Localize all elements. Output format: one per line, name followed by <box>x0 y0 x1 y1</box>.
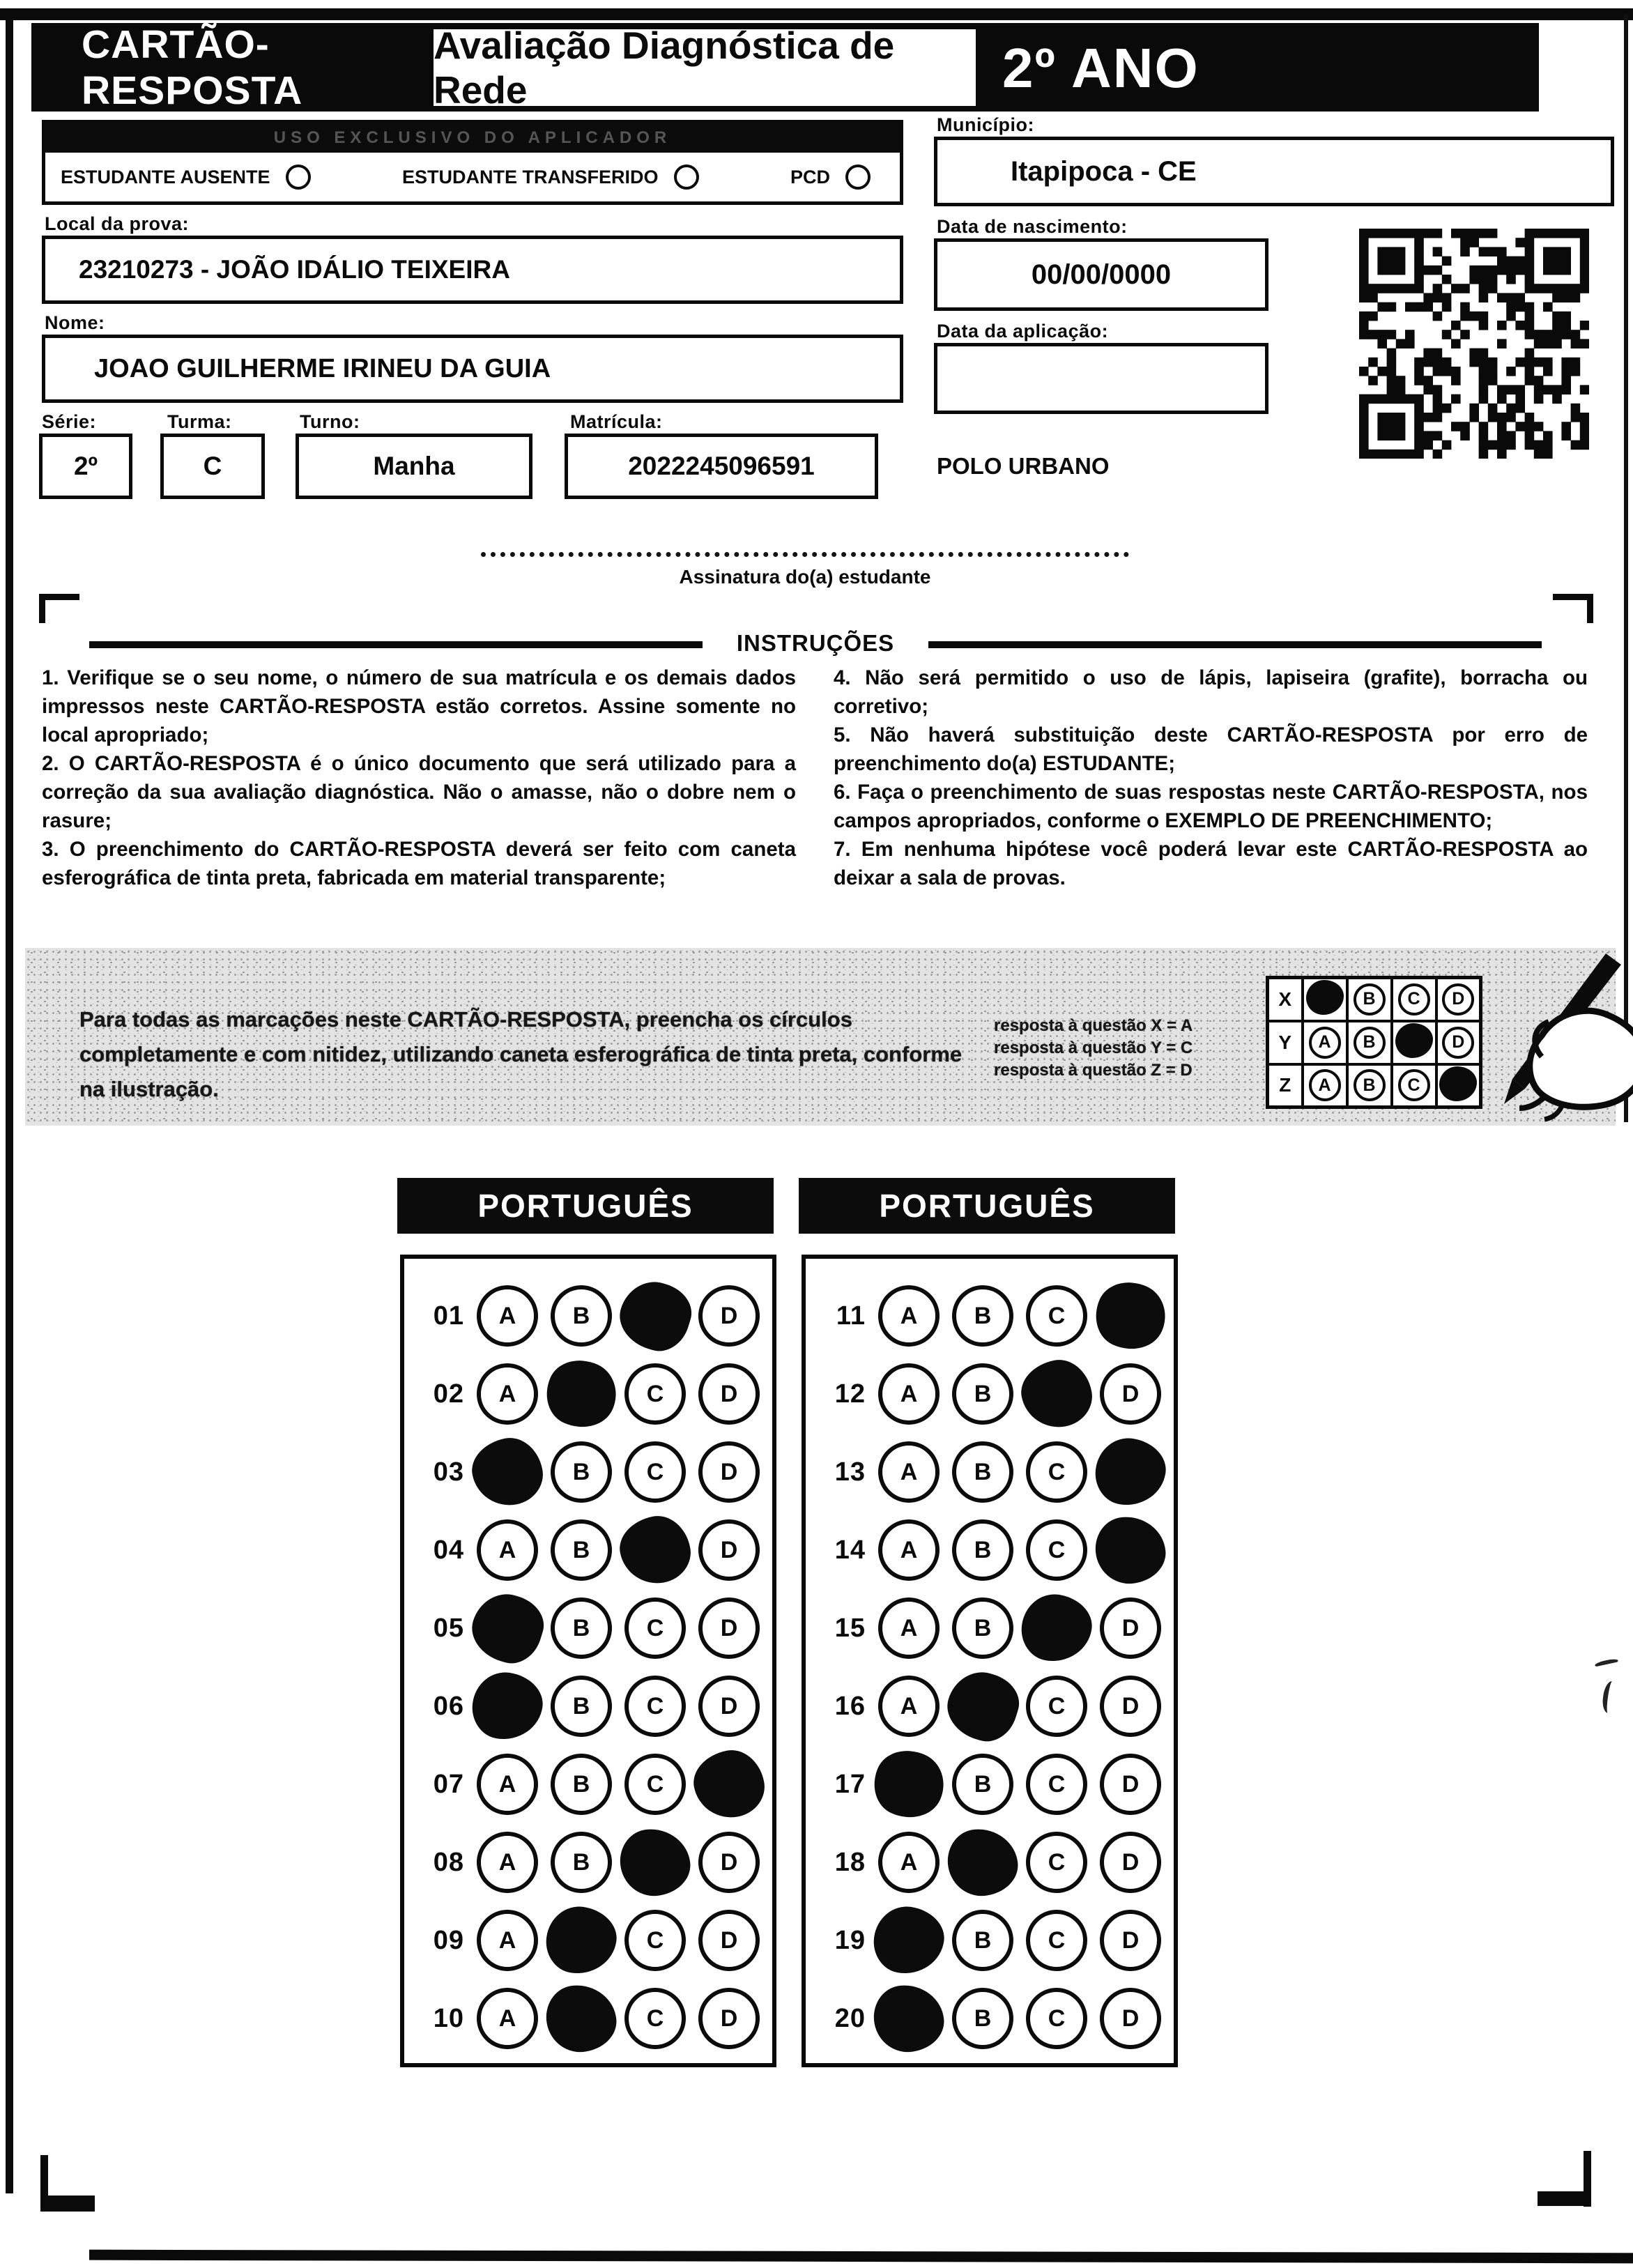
signature-label: Assinatura do(a) estudante <box>679 566 931 588</box>
answer-bubble-filled[interactable] <box>864 1740 954 1829</box>
field-box-municipio <box>934 137 1614 206</box>
answer-bubble[interactable]: A <box>878 1519 940 1581</box>
answer-bubble[interactable]: B <box>551 1597 612 1659</box>
example-grid-row <box>1268 1021 1481 1064</box>
question-number: 04 <box>433 1535 464 1565</box>
field-label-local: Local da prova: <box>45 213 190 234</box>
question-number: 09 <box>433 1925 464 1955</box>
question-number: 15 <box>834 1613 866 1643</box>
aplicador-options-row <box>45 153 900 201</box>
instruction-item: 6. Faça o preenchimento de suas respostas neste CARTÃO-RESPOSTA, nos campos apropriados, conforme o EXEMPLO DE PREENCHIMENTO; <box>834 781 1588 832</box>
example-bubble-filled <box>1439 1066 1477 1101</box>
example-cell <box>1347 1064 1392 1108</box>
answer-bubble-filled[interactable] <box>464 1586 551 1670</box>
answer-bubble[interactable]: D <box>698 1676 760 1737</box>
answer-bubble[interactable]: B <box>952 1441 1013 1503</box>
example-legend <box>994 1015 1224 1082</box>
answer-bubble[interactable]: A <box>477 1363 538 1425</box>
example-cell <box>1436 1064 1481 1108</box>
answer-bubble[interactable]: B <box>551 1285 612 1347</box>
example-row-label: Z <box>1268 1064 1303 1108</box>
question-row <box>421 1979 772 2058</box>
question-row <box>822 1511 1174 1589</box>
example-note: Para todas as marcações neste CARTÃO-RESPOSTA, preencha os círculos completamente e com nitidez, utilizando caneta esferográfica de tinta preta, conforme na ilustração. <box>79 1007 963 1101</box>
example-bubble-filled <box>1395 1023 1433 1058</box>
question-number: 16 <box>834 1691 866 1721</box>
answer-bubble-filled[interactable] <box>870 1903 948 1979</box>
answer-bubble-filled[interactable] <box>542 1903 620 1979</box>
example-bubble-filled <box>1306 980 1344 1015</box>
page-border-right <box>1624 14 1628 1122</box>
registration-mark-top-left <box>39 594 79 623</box>
question-number: 11 <box>836 1301 866 1331</box>
answer-bubble[interactable]: C <box>1026 1988 1087 2049</box>
question-number: 14 <box>834 1535 866 1565</box>
field-value-matricula: 2022245096591 <box>628 452 815 480</box>
answer-bubble[interactable]: A <box>477 1285 538 1347</box>
instruction-item: 7. Em nenhuma hipótese você poderá levar este CARTÃO-RESPOSTA ao deixar a sala de provas. <box>834 838 1588 889</box>
example-bubble: C <box>1398 983 1430 1016</box>
aplicador-option-label: ESTUDANTE TRANSFERIDO <box>402 166 659 187</box>
question-number: 03 <box>433 1457 464 1487</box>
instructions-rule-left <box>89 641 703 648</box>
answer-bubble[interactable]: C <box>624 1910 686 1971</box>
aplicador-option-ausente <box>61 164 311 190</box>
answer-grid-2 <box>802 1255 1178 2067</box>
example-bubble: D <box>1442 1027 1474 1059</box>
question-row <box>421 1823 772 1901</box>
question-row <box>822 1355 1174 1433</box>
qr-code <box>1359 229 1589 459</box>
example-bubble: D <box>1442 983 1474 1016</box>
question-number: 02 <box>433 1379 464 1409</box>
answer-bubble-filled[interactable] <box>1018 1591 1096 1666</box>
answer-bubble[interactable]: D <box>1100 1754 1161 1815</box>
answer-bubble-filled[interactable] <box>945 1826 1020 1899</box>
aplicador-option-pcd <box>790 164 871 190</box>
grade-badge: 2º ANO <box>1002 37 1199 99</box>
answer-bubble[interactable]: B <box>952 1285 1013 1347</box>
stray-mark <box>1601 1680 1619 1714</box>
field-label-aplicacao: Data da aplicação: <box>937 321 1109 342</box>
answer-bubble[interactable]: A <box>477 1832 538 1893</box>
instruction-item: 2. O CARTÃO-RESPOSTA é o único documento que será utilizado para a correção da sua avaliação diagnóstica. Não o amasse, não o dobre nem o rasure; <box>42 752 796 832</box>
example-cell <box>1436 1021 1481 1064</box>
example-band <box>25 948 1616 1126</box>
example-bubble: B <box>1354 1027 1386 1059</box>
question-number: 07 <box>433 1769 464 1799</box>
answer-bubble[interactable]: B <box>952 1597 1013 1659</box>
signature-line <box>481 552 1129 557</box>
aplicador-option-transferido <box>402 164 699 190</box>
instruction-item: 4. Não será permitido o uso de lápis, lapiseira (grafite), borracha ou corretivo; <box>834 666 1588 718</box>
question-number: 19 <box>834 1925 866 1955</box>
legend-line: resposta à questão Y = C <box>994 1039 1193 1057</box>
answer-bubble[interactable]: D <box>698 1441 760 1503</box>
answer-bubble[interactable]: D <box>698 1832 760 1893</box>
answer-bubble[interactable]: A <box>878 1676 940 1737</box>
example-bubble: B <box>1354 983 1386 1016</box>
question-number: 13 <box>834 1457 866 1487</box>
question-row <box>822 1901 1174 1979</box>
instructions-rule-right <box>928 641 1542 648</box>
example-cell <box>1347 978 1392 1021</box>
answer-bubble[interactable]: B <box>551 1832 612 1893</box>
answer-bubble[interactable]: A <box>477 1988 538 2049</box>
answer-bubble[interactable]: D <box>698 1285 760 1347</box>
answer-grid-1 <box>400 1255 776 2067</box>
example-cell <box>1303 1064 1347 1108</box>
example-grid-row <box>1268 978 1481 1021</box>
answer-bubble[interactable]: B <box>952 1754 1013 1815</box>
question-row <box>822 1277 1174 1355</box>
subject-header-2: PORTUGUÊS <box>799 1178 1175 1234</box>
example-grid-row <box>1268 1064 1481 1108</box>
answer-bubble[interactable]: A <box>878 1597 940 1659</box>
field-box-turma <box>160 434 265 499</box>
question-number: 12 <box>834 1379 866 1409</box>
answer-bubble[interactable]: B <box>952 1910 1013 1971</box>
question-row <box>421 1511 772 1589</box>
aplicador-option-label: PCD <box>790 166 830 187</box>
field-box-turno <box>296 434 532 499</box>
answer-bubble[interactable]: B <box>952 1363 1013 1425</box>
answer-bubble[interactable]: C <box>1026 1441 1087 1503</box>
example-row-label: X <box>1268 978 1303 1021</box>
answer-bubble[interactable]: D <box>698 1519 760 1581</box>
field-label-serie: Série: <box>42 411 97 432</box>
answer-bubble[interactable]: A <box>878 1441 940 1503</box>
question-row <box>421 1589 772 1667</box>
field-label-nome: Nome: <box>45 312 105 333</box>
answer-bubble[interactable]: B <box>551 1754 612 1815</box>
answer-bubble[interactable]: C <box>1026 1832 1087 1893</box>
answer-bubble[interactable]: B <box>551 1519 612 1581</box>
answer-bubble[interactable]: A <box>878 1363 940 1425</box>
question-number: 17 <box>834 1769 866 1799</box>
question-number: 06 <box>433 1691 464 1721</box>
answer-bubble-filled[interactable] <box>536 1349 627 1439</box>
field-box-matricula <box>565 434 878 499</box>
field-value-turno: Manha <box>373 452 455 480</box>
question-row <box>822 1667 1174 1745</box>
instructions-column-left <box>42 664 796 892</box>
example-cell <box>1392 978 1436 1021</box>
subject-header-1: PORTUGUÊS <box>397 1178 774 1234</box>
page-border-left <box>6 8 13 2193</box>
answer-bubble-filled[interactable] <box>467 1432 548 1511</box>
example-cell <box>1436 978 1481 1021</box>
aplicador-option-label: ESTUDANTE AUSENTE <box>61 166 270 187</box>
field-box-local <box>42 236 903 304</box>
answer-bubble[interactable]: C <box>1026 1676 1087 1737</box>
aplicador-block <box>42 120 903 205</box>
question-number: 20 <box>834 2003 866 2033</box>
polo-label: POLO URBANO <box>937 453 1110 479</box>
field-value-nome: JOAO GUILHERME IRINEU DA GUIA <box>94 353 551 383</box>
answer-bubble[interactable]: B <box>952 1519 1013 1581</box>
answer-bubble[interactable]: D <box>1100 1832 1161 1893</box>
example-cell <box>1303 1021 1347 1064</box>
question-row <box>421 1433 772 1511</box>
answer-bubble[interactable]: C <box>624 1676 686 1737</box>
field-value-serie: 2º <box>73 452 98 480</box>
answer-bubble[interactable]: C <box>624 1441 686 1503</box>
instruction-item: 1. Verifique se o seu nome, o número de sua matrícula e os demais dados impressos neste CARTÃO-RESPOSTA estão corretos. Assine somente no local apropriado; <box>42 666 796 746</box>
field-value-municipio: Itapipoca - CE <box>1011 155 1197 187</box>
instructions-title: INSTRUÇÕES <box>736 630 895 656</box>
answer-bubble[interactable]: C <box>624 1363 686 1425</box>
stray-mark <box>1595 1658 1619 1669</box>
example-cell <box>1392 1064 1436 1108</box>
answer-bubble[interactable]: D <box>1100 1597 1161 1659</box>
aplicador-bar <box>45 123 900 153</box>
answer-bubble[interactable]: C <box>624 1988 686 2049</box>
example-cell <box>1303 978 1347 1021</box>
example-grid <box>1266 976 1482 1109</box>
answer-bubble[interactable]: A <box>477 1519 538 1581</box>
question-number: 18 <box>834 1847 866 1877</box>
instruction-item: 5. Não haverá substituição deste CARTÃO-RESPOSTA por erro de preenchimento do(a) ESTUDANTE; <box>834 723 1588 775</box>
example-bubble: C <box>1398 1069 1430 1101</box>
field-value-local: 23210273 - JOÃO IDÁLIO TEIXEIRA <box>79 255 510 284</box>
answer-bubble[interactable]: A <box>477 1754 538 1815</box>
question-row <box>822 1979 1174 2058</box>
answer-bubble[interactable]: B <box>952 1988 1013 2049</box>
answer-bubble[interactable]: C <box>1026 1285 1087 1347</box>
question-row <box>421 1355 772 1433</box>
answer-bubble[interactable]: B <box>551 1676 612 1737</box>
answer-bubble[interactable]: A <box>878 1285 940 1347</box>
answer-bubble[interactable]: B <box>551 1441 612 1503</box>
answer-bubble[interactable]: C <box>1026 1910 1087 1971</box>
answer-bubble[interactable]: D <box>1100 1988 1161 2049</box>
form-subtitle: Avaliação Diagnóstica de Rede <box>434 29 976 106</box>
field-box-nome <box>42 335 903 403</box>
question-row <box>822 1745 1174 1823</box>
example-bubble: B <box>1354 1069 1386 1101</box>
answer-bubble[interactable]: C <box>624 1597 686 1659</box>
answer-bubble-filled[interactable] <box>618 1826 693 1899</box>
example-cell <box>1347 1021 1392 1064</box>
answer-bubble-filled[interactable] <box>940 1664 1026 1748</box>
radio-circle-ausente[interactable] <box>286 164 311 190</box>
field-label-turma: Turma: <box>167 411 232 432</box>
answer-bubble-filled[interactable] <box>615 1510 696 1589</box>
radio-circle-pcd[interactable] <box>845 164 871 190</box>
field-box-nascimento <box>934 238 1268 311</box>
page-border-top <box>0 8 1633 20</box>
instruction-item: 3. O preenchimento do CARTÃO-RESPOSTA deverá ser feito com caneta esferográfica de tinta preta, fabricada em material transparente; <box>42 838 796 889</box>
field-value-nascimento: 00/00/0000 <box>1031 259 1172 290</box>
question-row <box>822 1433 1174 1511</box>
radio-circle-transferido[interactable] <box>674 164 699 190</box>
answer-bubble[interactable]: D <box>1100 1363 1161 1425</box>
example-cell <box>1392 1021 1436 1064</box>
answer-bubble[interactable]: D <box>698 1910 760 1971</box>
example-bubble: A <box>1309 1027 1341 1059</box>
answer-bubble[interactable]: A <box>878 1832 940 1893</box>
instructions-column-right <box>834 664 1588 892</box>
answer-bubble[interactable]: D <box>698 1597 760 1659</box>
example-row-label: Y <box>1268 1021 1303 1064</box>
field-box-serie <box>39 434 132 499</box>
question-number: 05 <box>433 1613 464 1643</box>
answer-bubble-filled[interactable] <box>1093 1514 1168 1586</box>
bottom-scan-bar <box>89 2250 1633 2264</box>
answer-bubble[interactable]: D <box>1100 1676 1161 1737</box>
question-row <box>421 1277 772 1355</box>
answer-bubble-filled[interactable] <box>612 1273 698 1358</box>
question-row <box>421 1745 772 1823</box>
field-label-municipio: Município: <box>937 114 1034 135</box>
answer-bubble-filled[interactable] <box>689 1745 769 1823</box>
answer-bubble[interactable]: D <box>1100 1910 1161 1971</box>
field-box-aplicacao <box>934 343 1268 414</box>
field-label-matricula: Matrícula: <box>570 411 663 432</box>
registration-mark-bottom-right <box>1538 2191 1591 2206</box>
form-title: CARTÃO-RESPOSTA <box>82 22 303 113</box>
field-value-turma: C <box>203 452 222 480</box>
answer-bubble[interactable]: A <box>477 1910 538 1971</box>
field-label-nascimento: Data de nascimento: <box>937 216 1128 237</box>
question-number: 10 <box>433 2003 464 2033</box>
legend-line: resposta à questão X = A <box>994 1016 1193 1035</box>
answer-bubble-filled[interactable] <box>544 1982 619 2055</box>
answer-bubble[interactable]: C <box>1026 1519 1087 1581</box>
answer-bubble[interactable]: C <box>1026 1754 1087 1815</box>
question-row <box>421 1901 772 1979</box>
example-bubble: A <box>1309 1069 1341 1101</box>
question-row <box>421 1667 772 1745</box>
legend-line: resposta à questão Z = D <box>994 1061 1193 1080</box>
answer-bubble-filled[interactable] <box>1016 1354 1097 1433</box>
answer-bubble[interactable]: D <box>698 1363 760 1425</box>
answer-bubble-filled[interactable] <box>1091 1434 1170 1510</box>
question-row <box>822 1823 1174 1901</box>
answer-bubble[interactable]: D <box>698 1988 760 2049</box>
question-row <box>822 1589 1174 1667</box>
answer-bubble-filled[interactable] <box>871 1982 946 2055</box>
field-label-turno: Turno: <box>300 411 360 432</box>
answer-bubble-filled[interactable] <box>468 1669 546 1745</box>
registration-mark-top-right <box>1553 594 1593 623</box>
aplicador-bar-label: USO EXCLUSIVO DO APLICADOR <box>273 128 672 147</box>
question-number: 08 <box>433 1847 464 1877</box>
answer-bubble[interactable]: C <box>624 1754 686 1815</box>
answer-bubble-filled[interactable] <box>1085 1271 1176 1361</box>
question-number: 01 <box>433 1301 464 1331</box>
registration-mark-bottom-left <box>40 2196 95 2212</box>
